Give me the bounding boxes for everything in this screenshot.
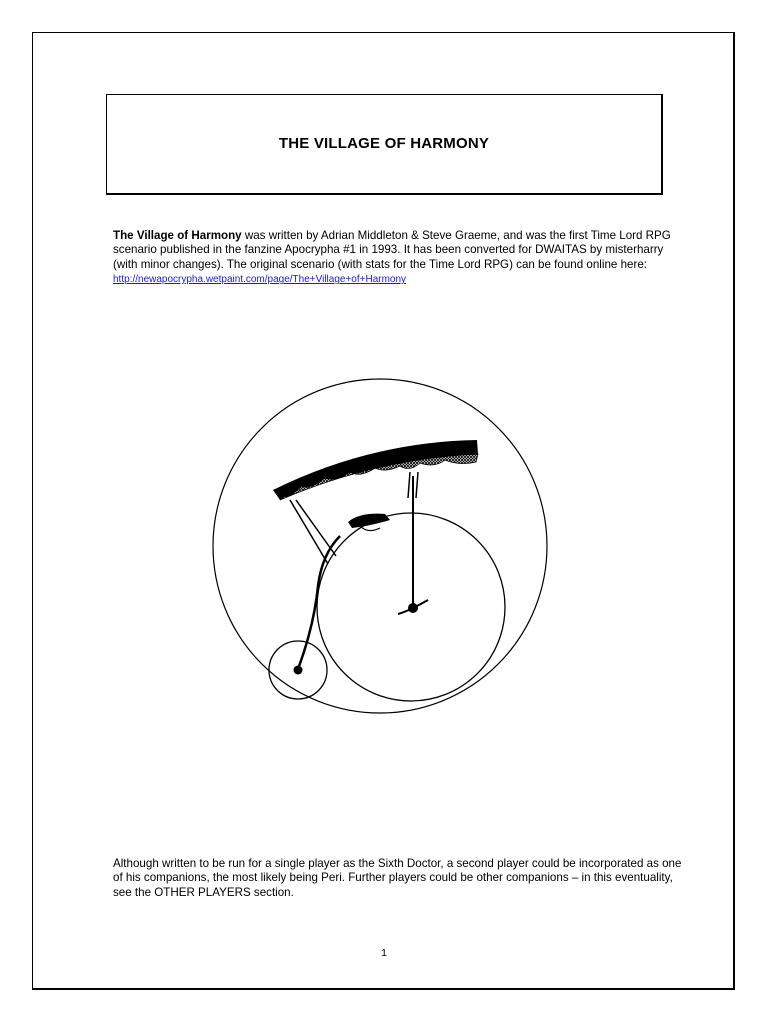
intro-paragraph bbox=[113, 229, 673, 288]
saddle bbox=[348, 514, 390, 528]
title-box bbox=[106, 94, 663, 195]
frame-backbone bbox=[298, 536, 340, 669]
scenario-link[interactable]: http://newapocrypha.wetpaint.com/page/The+Village+of+Harmony bbox=[113, 274, 407, 286]
intro-text: was written by Adrian Middleton & Steve Graeme, and was the first Time Lord RPG scenario published in the fanzine Apocrypha #1 in 1993. It has been converted for DWAITAS by misterharry (with minor changes). The original scenario (with stats for the Time Lord RPG) can be found online here: bbox=[113, 229, 671, 271]
page-number: 1 bbox=[381, 947, 387, 959]
document-title: THE VILLAGE OF HARMONY bbox=[278, 134, 490, 152]
penny-farthing-bicycle-with-canopy-icon bbox=[210, 376, 550, 716]
outer-circle bbox=[213, 379, 547, 713]
outro-paragraph: Although written to be run for a single player as the Sixth Doctor, a second player could be incorporated as one of his companions, the most likely being Peri. Further players could be other companions – in this eventuality, see the OTHER PLAYERS section. bbox=[113, 857, 682, 899]
canopy-top bbox=[273, 440, 478, 500]
intro-bold-title: The Village of Harmony bbox=[113, 229, 242, 242]
